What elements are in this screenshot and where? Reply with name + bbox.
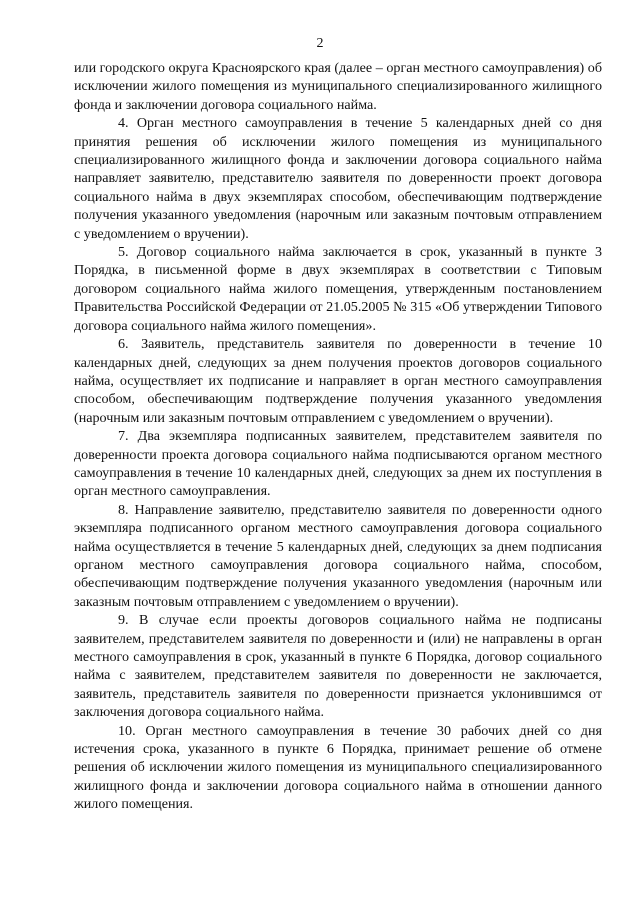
paragraph-item-10: 10. Орган местного самоуправления в течение 30 рабочих дней со дня истечения срока, указанного в пункте 6 Порядка, принимает решение об отмене решения об исключении жилого помещения из муниципального специализированного жилищного фонда и заключении договора социального найма в отношении данного жилого помещения. [74, 722, 602, 813]
paragraph-item-8: 8. Направление заявителю, представителю заявителя по доверенности одного экземпляра подписанного органом местного самоуправления договора социального найма осуществляется в течение 5 календарных дней, следующих за днем подписания органом местного самоуправления договора социального найма, способом, обеспечивающим подтверждение получения указанного уведомления (нарочным или заказным почтовым отправлением с уведомлением о вручении). [74, 501, 602, 610]
paragraph-item-9: 9. В случае если проекты договоров социального найма не подписаны заявителем, представителем заявителя по доверенности и (или) не направлены в орган местного самоуправления в срок, указанный в пункте 6 Порядка, договор социального найма с заявителем, представителем заявителя по доверенности не заключается, заявитель, представитель заявителя по доверенности признается уклонившимся от заключения договора социального найма. [74, 612, 602, 721]
paragraph-item-6: 6. Заявитель, представитель заявителя по доверенности в течение 10 календарных дней, следующих за днем получения проектов договоров социального найма, осуществляет их подписание и направляет в орган местного самоуправления способом, обеспечивающим подтверждение получения указанного уведомления (нарочным или заказным почтовым отправлением с уведомлением о вручении). [74, 336, 602, 426]
paragraph-continuation: или городского округа Красноярского края (далее – орган местного самоуправления) об исключении жилого помещения из муниципального специализированного жилищного фонда и заключении договора социального найма. [74, 60, 602, 113]
paragraph-item-4: 4. Орган местного самоуправления в течение 5 календарных дней со дня принятия решения об исключении жилого помещения из муниципального специализированного жилищного фонда и заключении договора социального найма направляет заявителю, представителю заявителя по доверенности проект договора социального найма в двух экземплярах способом, обеспечивающим подтверждение получения указанного уведомления (нарочным или заказным почтовым отправлением с уведомлением о вручении). [74, 115, 602, 242]
document-body [74, 59, 602, 814]
paragraph-item-7: 7. Два экземпляра подписанных заявителем, представителем заявителя по доверенности проекта договора социального найма подписываются органом местного самоуправления в течение 10 календарных дней, следующих за днем их поступления в орган местного самоуправления. [74, 428, 602, 500]
paragraph-item-5: 5. Договор социального найма заключается в срок, указанный в пункте 3 Порядка, в письменной форме в двух экземплярах в соответствии с Типовым договором социального найма жилого помещения, утвержденным постановлением Правительства Российской Федерации от 21.05.2005 № 315 «Об утверждении Типового договора социального найма жилого помещения». [74, 244, 602, 334]
page-number: 2 [316, 36, 324, 51]
